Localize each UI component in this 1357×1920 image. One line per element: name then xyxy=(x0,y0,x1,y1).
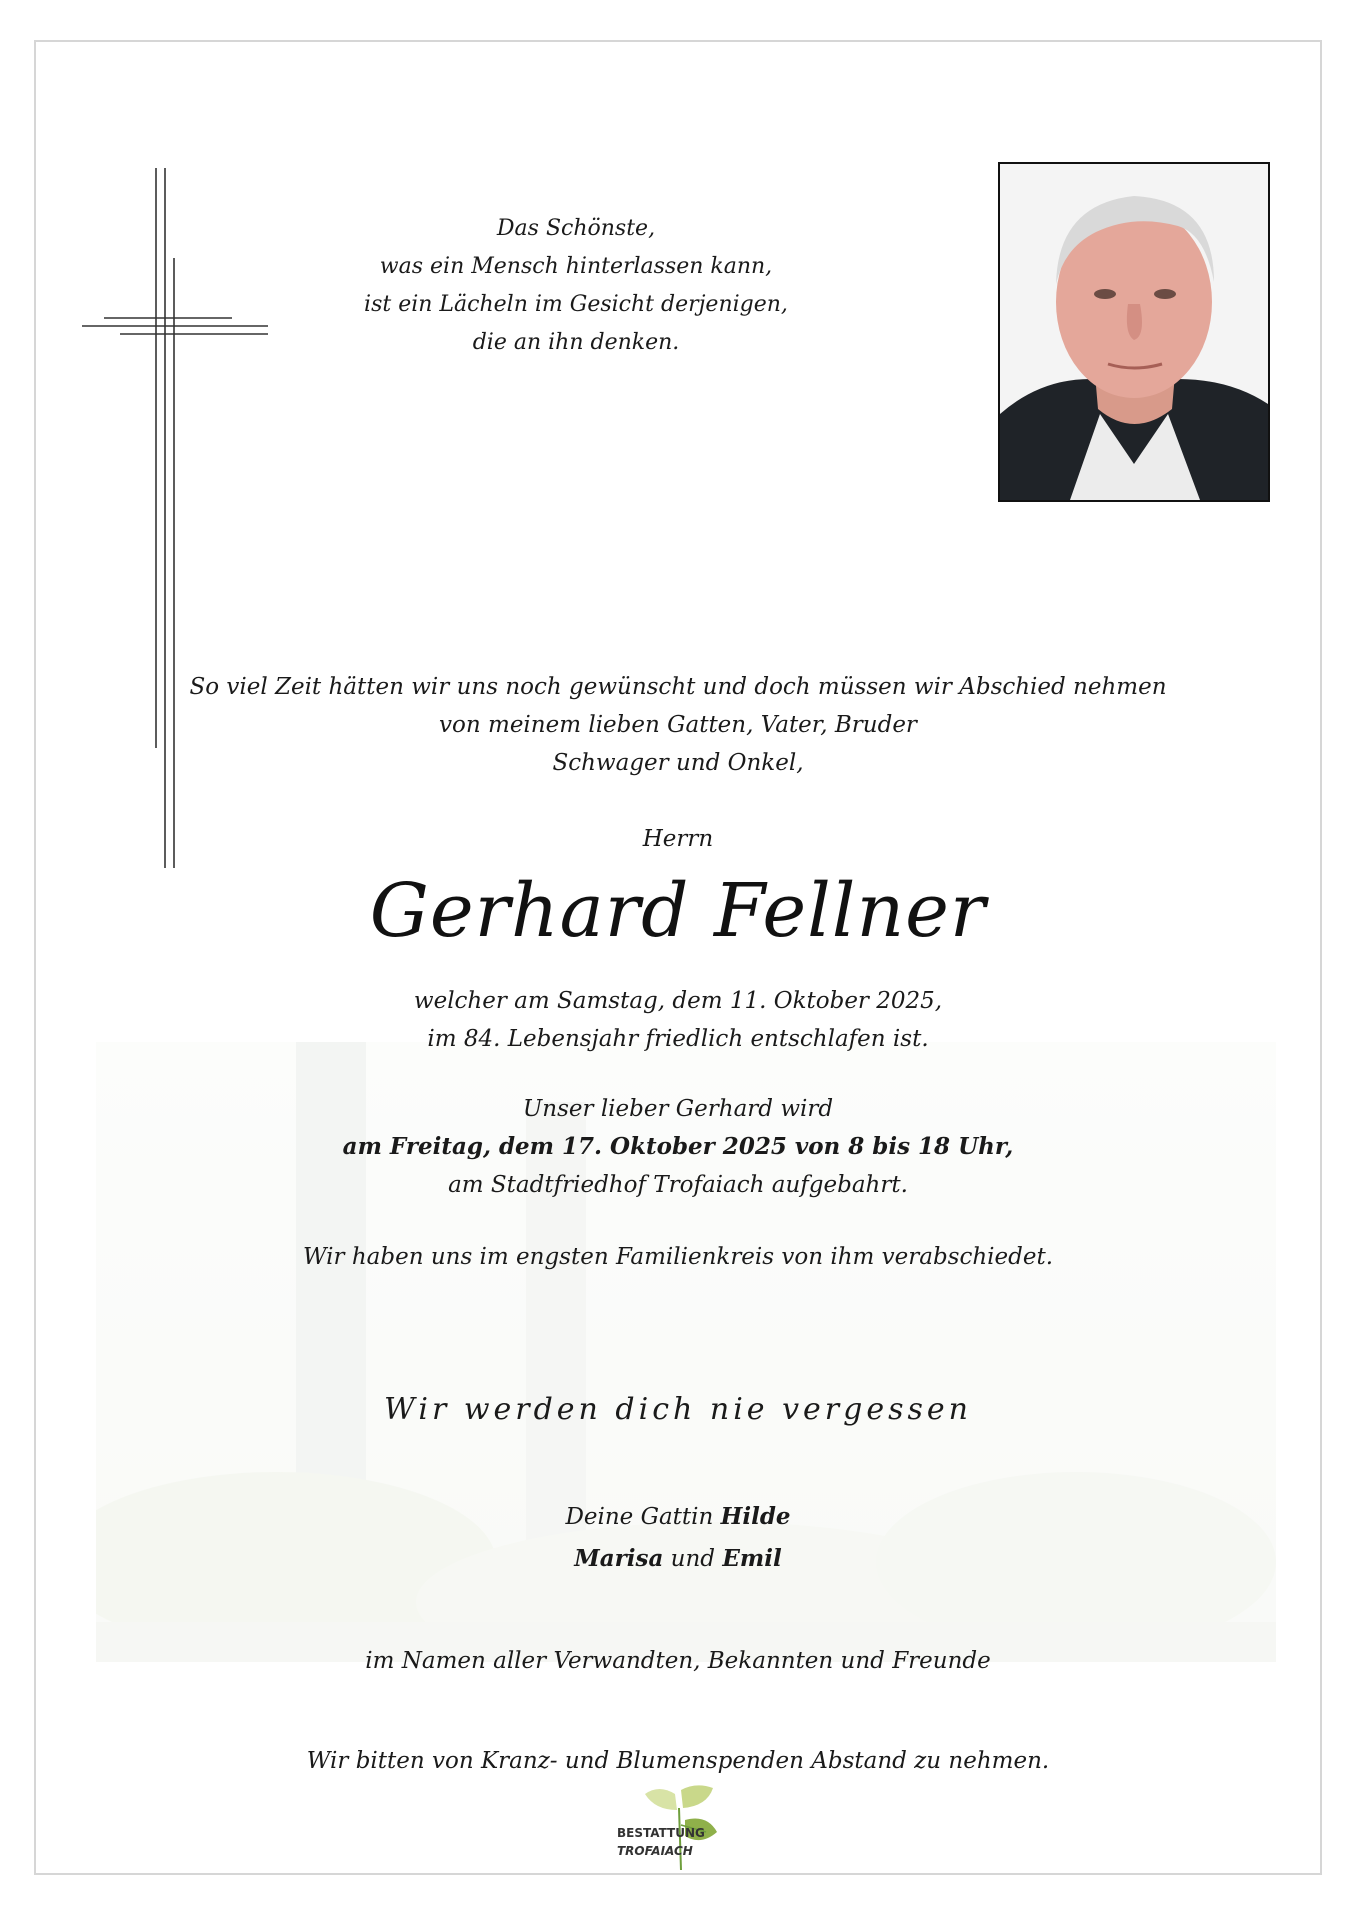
death-line-2: im 84. Lebensjahr friedlich entschlafen ist. xyxy=(427,1026,929,1052)
quote-line-3: ist ein Lächeln im Gesicht derjenigen, xyxy=(364,292,788,317)
obituary-page xyxy=(34,40,1322,1875)
farewell-line-1: So viel Zeit hätten wir uns noch gewünscht und doch müssen wir Abschied nehmen xyxy=(189,674,1167,700)
mourner-wife-prefix: Deine Gattin xyxy=(565,1504,721,1530)
logo-line-1: BESTATTUNG xyxy=(617,1826,705,1840)
relatives-note: im Namen aller Verwandten, Bekannten und Freunde xyxy=(365,1648,991,1674)
quote-line-1: Das Schönste, xyxy=(496,216,656,241)
farewell-line-2: von meinem lieben Gatten, Vater, Bruder xyxy=(439,712,917,738)
funeral-home-logo xyxy=(611,1780,751,1875)
mourner-wife-name: Hilde xyxy=(720,1503,791,1530)
mourner-child-2: Emil xyxy=(722,1545,782,1572)
flower-request: Wir bitten von Kranz- und Blumenspenden Abstand zu nehmen. xyxy=(306,1748,1050,1774)
quote-line-4: die an ihn denken. xyxy=(472,330,680,355)
mourner-children xyxy=(36,1540,1320,1578)
logo-line-2: TROFAIACH xyxy=(617,1844,693,1858)
portrait-photo xyxy=(998,162,1270,502)
deceased-name: Gerhard Fellner xyxy=(369,868,987,954)
quote-line-2: was ein Mensch hinterlassen kann, xyxy=(379,254,773,279)
viewing-line-2: am Freitag, dem 17. Oktober 2025 von 8 bis 18 Uhr, xyxy=(342,1133,1014,1160)
salutation: Herrn xyxy=(642,826,714,852)
viewing-line-1: Unser lieber Gerhard wird xyxy=(522,1096,834,1122)
mourner-child-1: Marisa xyxy=(574,1545,664,1572)
death-line-1: welcher am Samstag, dem 11. Oktober 2025, xyxy=(413,988,943,1014)
motto: Wir werden dich nie vergessen xyxy=(384,1392,972,1427)
mourner-wife xyxy=(36,1498,1320,1536)
mourner-conjunction: und xyxy=(663,1546,723,1572)
family-farewell-note: Wir haben uns im engsten Familienkreis von ihm verabschiedet. xyxy=(302,1244,1054,1270)
viewing-line-3: am Stadtfriedhof Trofaiach aufgebahrt. xyxy=(448,1172,908,1198)
farewell-line-3: Schwager und Onkel, xyxy=(552,750,804,776)
